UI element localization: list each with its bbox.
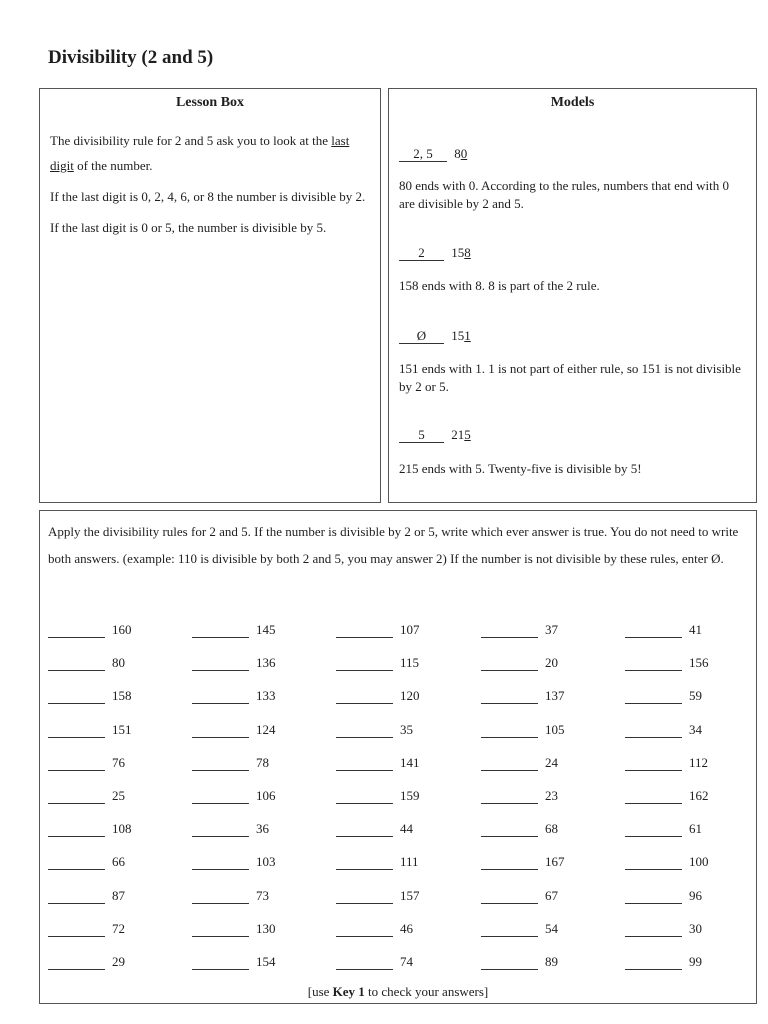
- practice-number: 105: [545, 721, 565, 737]
- footer-key-label: Key 1: [332, 984, 365, 999]
- models-box: [388, 88, 757, 503]
- model-explanation: 151 ends with 1. 1 is not part of either rule, so 151 is not divisible by 2 or 5.: [399, 361, 741, 394]
- practice-item: [481, 888, 591, 906]
- practice-item: [481, 954, 591, 972]
- practice-item: [481, 921, 591, 939]
- answer-blank[interactable]: [192, 869, 249, 870]
- answer-blank[interactable]: [481, 936, 538, 937]
- practice-item: [625, 921, 735, 939]
- model-example: [399, 328, 471, 344]
- answer-blank[interactable]: [625, 869, 682, 870]
- practice-number: 73: [256, 887, 269, 903]
- answer-blank[interactable]: [481, 670, 538, 671]
- practice-item: [192, 755, 302, 773]
- answer-blank[interactable]: [625, 737, 682, 738]
- practice-number: 124: [256, 721, 276, 737]
- model-answer: 2: [399, 246, 444, 261]
- answer-blank[interactable]: [336, 770, 393, 771]
- answer-blank[interactable]: [481, 770, 538, 771]
- practice-item: [336, 788, 446, 806]
- practice-item: [481, 722, 591, 740]
- practice-number: 145: [256, 622, 276, 637]
- model-answer: 2, 5: [399, 147, 447, 162]
- answer-blank[interactable]: [625, 836, 682, 837]
- practice-item: [192, 921, 302, 939]
- practice-number: 59: [689, 688, 702, 704]
- answer-blank[interactable]: [481, 703, 538, 704]
- model-example: [399, 427, 471, 443]
- practice-number: 160: [112, 622, 132, 637]
- model-number: [451, 328, 471, 343]
- model-example: [399, 146, 467, 162]
- practice-number: 67: [545, 887, 558, 903]
- practice-item: [48, 921, 158, 939]
- model-explanation: 158 ends with 8. 8 is part of the 2 rule.: [399, 278, 600, 293]
- practice-item: [625, 821, 735, 839]
- model-number-last-digit: 1: [464, 328, 471, 343]
- practice-item: [192, 788, 302, 806]
- practice-number: 133: [256, 688, 276, 704]
- answer-blank[interactable]: [48, 803, 105, 804]
- practice-item: [192, 954, 302, 972]
- model-number-prefix: 8: [454, 146, 461, 161]
- practice-number: 23: [545, 788, 558, 803]
- practice-number: 162: [689, 788, 709, 803]
- practice-number: 46: [400, 920, 413, 936]
- practice-number: 41: [689, 622, 702, 637]
- practice-item: [192, 655, 302, 673]
- practice-item: [481, 622, 591, 640]
- answer-blank[interactable]: [481, 903, 538, 904]
- practice-item: [192, 688, 302, 706]
- practice-item: [336, 821, 446, 839]
- practice-number: 72: [112, 920, 125, 936]
- practice-item: [48, 854, 158, 872]
- practice-number: 74: [400, 954, 413, 969]
- practice-instructions: Apply the divisibility rules for 2 and 5. If the number is divisible by 2 or 5, write which ever answer is true. You do not need to write both answers. (example: 110 is divisible by both 2 and 5, you may answer 2) If the number is not divisible by these rules, enter Ø.: [48, 524, 739, 566]
- practice-item: [336, 954, 446, 972]
- models-heading: Models: [550, 95, 595, 110]
- practice-item: [625, 954, 735, 972]
- practice-number: 120: [400, 688, 420, 704]
- model-answer: 5: [399, 428, 444, 443]
- practice-number: 157: [400, 887, 420, 903]
- answer-blank[interactable]: [336, 637, 393, 638]
- practice-number: 141: [400, 754, 420, 770]
- answer-blank[interactable]: [192, 670, 249, 671]
- practice-number: 54: [545, 920, 558, 936]
- answer-blank[interactable]: [625, 670, 682, 671]
- practice-item: [48, 722, 158, 740]
- lesson-text: The divisibility rule for 2 and 5 ask you to look at the: [50, 133, 332, 148]
- practice-item: [625, 788, 735, 806]
- practice-number: 68: [545, 821, 558, 837]
- answer-blank[interactable]: [48, 737, 105, 738]
- answer-blank[interactable]: [192, 969, 249, 970]
- footer-text: to check your answers]: [364, 984, 489, 999]
- practice-number: 25: [112, 788, 125, 803]
- practice-item: [625, 888, 735, 906]
- answer-blank[interactable]: [481, 737, 538, 738]
- lesson-box: [39, 88, 381, 503]
- practice-number: 106: [256, 788, 276, 803]
- practice-number: 89: [545, 954, 558, 969]
- practice-number: 154: [256, 954, 276, 969]
- model-number: [451, 245, 471, 260]
- answer-blank[interactable]: [625, 770, 682, 771]
- answer-blank[interactable]: [625, 903, 682, 904]
- practice-number: 103: [256, 854, 276, 870]
- practice-item: [625, 655, 735, 673]
- answer-blank[interactable]: [336, 869, 393, 870]
- practice-number: 37: [545, 622, 558, 637]
- practice-item: [481, 688, 591, 706]
- answer-blank[interactable]: [192, 703, 249, 704]
- page-title: Divisibility (2 and 5): [48, 47, 214, 68]
- practice-number: 44: [400, 821, 413, 837]
- practice-item: [48, 788, 158, 806]
- practice-item: [336, 854, 446, 872]
- answer-blank[interactable]: [481, 869, 538, 870]
- practice-item: [481, 788, 591, 806]
- practice-number: 35: [400, 721, 413, 737]
- answer-blank[interactable]: [336, 703, 393, 704]
- practice-item: [481, 854, 591, 872]
- answer-blank[interactable]: [625, 637, 682, 638]
- answer-blank[interactable]: [481, 637, 538, 638]
- practice-number: 107: [400, 622, 420, 637]
- practice-number: 112: [689, 754, 709, 770]
- answer-blank[interactable]: [336, 836, 393, 837]
- lesson-rule-5: If the last digit is 0 or 5, the number is divisible by 5.: [50, 220, 327, 235]
- lesson-rule-2: If the last digit is 0, 2, 4, 6, or 8 the number is divisible by 2.: [50, 189, 366, 204]
- model-number: [454, 146, 467, 161]
- answer-blank[interactable]: [336, 670, 393, 671]
- practice-number: 76: [112, 754, 125, 770]
- practice-item: [625, 854, 735, 872]
- practice-number: 115: [400, 655, 420, 671]
- practice-item: [625, 722, 735, 740]
- answer-blank[interactable]: [336, 737, 393, 738]
- practice-item: [336, 921, 446, 939]
- practice-item: [192, 854, 302, 872]
- answer-blank[interactable]: [48, 670, 105, 671]
- practice-number: 96: [689, 887, 702, 903]
- model-number-last-digit: 5: [464, 427, 471, 442]
- practice-item: [336, 622, 446, 640]
- practice-number: 111: [400, 854, 419, 870]
- practice-item: [336, 755, 446, 773]
- practice-item: [336, 688, 446, 706]
- model-number-prefix: 15: [451, 328, 465, 343]
- answer-blank[interactable]: [625, 936, 682, 937]
- answer-blank[interactable]: [48, 703, 105, 704]
- answer-blank[interactable]: [481, 969, 538, 970]
- answer-blank[interactable]: [48, 637, 105, 638]
- footer-text: [use: [307, 984, 333, 999]
- practice-number: 66: [112, 854, 125, 870]
- practice-number: 20: [545, 655, 558, 671]
- answer-blank[interactable]: [48, 936, 105, 937]
- practice-number: 78: [256, 754, 269, 770]
- answer-blank[interactable]: [625, 969, 682, 970]
- practice-item: [625, 622, 735, 640]
- practice-item: [192, 821, 302, 839]
- practice-item: [336, 888, 446, 906]
- answer-blank[interactable]: [336, 803, 393, 804]
- lesson-text: of the number.: [73, 158, 153, 173]
- practice-item: [48, 888, 158, 906]
- lesson-underlined-term: last digit: [50, 133, 350, 173]
- model-explanation: 215 ends with 5. Twenty-five is divisible by 5!: [399, 461, 642, 476]
- model-number-last-digit: 0: [460, 146, 468, 161]
- model-answer: Ø: [399, 329, 444, 344]
- answer-blank[interactable]: [192, 737, 249, 738]
- practice-item: [336, 655, 446, 673]
- answer-blank[interactable]: [48, 869, 105, 870]
- practice-number: 136: [256, 655, 276, 671]
- practice-box: [39, 510, 757, 1004]
- practice-item: [48, 688, 158, 706]
- practice-item: [48, 655, 158, 673]
- model-number: [451, 427, 471, 442]
- model-number-last-digit: 8: [464, 245, 471, 260]
- answer-blank[interactable]: [192, 836, 249, 837]
- practice-item: [625, 755, 735, 773]
- practice-number: 24: [545, 754, 558, 770]
- answer-blank[interactable]: [192, 936, 249, 937]
- practice-number: 61: [689, 821, 702, 837]
- practice-item: [481, 821, 591, 839]
- answer-blank[interactable]: [481, 803, 538, 804]
- answer-blank[interactable]: [48, 836, 105, 837]
- practice-number: 156: [689, 655, 709, 671]
- practice-number: 167: [545, 854, 565, 870]
- practice-item: [48, 755, 158, 773]
- practice-number: 100: [689, 854, 709, 870]
- practice-item: [48, 954, 158, 972]
- practice-item: [48, 622, 158, 640]
- practice-number: 130: [256, 920, 276, 936]
- answer-blank[interactable]: [336, 969, 393, 970]
- answer-blank[interactable]: [48, 770, 105, 771]
- practice-item: [481, 655, 591, 673]
- practice-number: 34: [689, 721, 702, 737]
- practice-item: [625, 688, 735, 706]
- practice-item: [192, 622, 302, 640]
- answer-blank[interactable]: [481, 836, 538, 837]
- practice-number: 99: [689, 954, 702, 969]
- answer-blank[interactable]: [192, 770, 249, 771]
- answer-blank[interactable]: [48, 903, 105, 904]
- answer-blank[interactable]: [192, 903, 249, 904]
- practice-number: 30: [689, 920, 702, 936]
- model-number-prefix: 21: [451, 427, 465, 442]
- answer-blank[interactable]: [192, 637, 249, 638]
- answer-blank[interactable]: [336, 903, 393, 904]
- answer-blank[interactable]: [48, 969, 105, 970]
- practice-item: [481, 755, 591, 773]
- practice-number: 80: [112, 655, 125, 671]
- answer-blank[interactable]: [625, 703, 682, 704]
- answer-blank[interactable]: [192, 803, 249, 804]
- practice-item: [192, 888, 302, 906]
- practice-item: [192, 722, 302, 740]
- practice-number: 29: [112, 954, 125, 969]
- practice-number: 87: [112, 887, 125, 903]
- model-explanation: 80 ends with 0. According to the rules, numbers that end with 0 are divisible by 2 and 5.: [399, 178, 730, 211]
- answer-blank[interactable]: [336, 936, 393, 937]
- answer-blank[interactable]: [625, 803, 682, 804]
- practice-number: 137: [545, 688, 565, 704]
- lesson-rule-intro: [50, 128, 370, 178]
- lesson-heading: Lesson Box: [175, 95, 245, 110]
- practice-number: 108: [112, 821, 132, 837]
- practice-footer: [40, 984, 756, 1000]
- practice-number: 151: [112, 721, 132, 737]
- model-example: [399, 245, 471, 261]
- practice-grid: [40, 511, 756, 1003]
- practice-item: [336, 722, 446, 740]
- practice-item: [48, 821, 158, 839]
- practice-number: 159: [400, 788, 420, 803]
- practice-number: 158: [112, 688, 132, 704]
- model-number-prefix: 15: [451, 245, 465, 260]
- practice-number: 36: [256, 821, 269, 837]
